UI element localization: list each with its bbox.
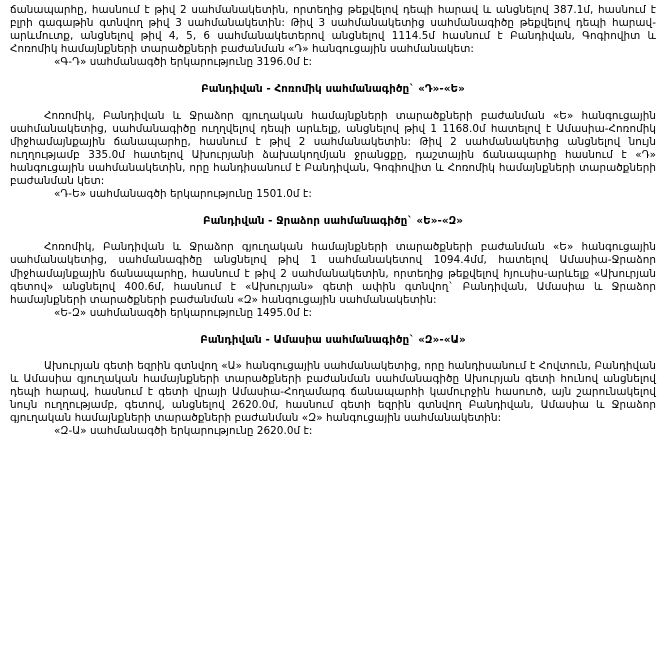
spacer: [10, 347, 656, 360]
length-line-de: «Դ-Ե» սահմանագծի երկարությունը 1501.0մ է:: [54, 188, 312, 201]
length-line-za: «Զ-Ա» սահմանագծի երկարությունը 2620.0մ է:: [54, 425, 313, 438]
paragraph-gd-continuation: ճանապարհը, հասնում է թիվ 2 սահմանակետին, որտեղից թեքվելով դեպի հարավ և անցնելով 387.1մ, հասնում է բլրի գագաթին գտնվող թիվ 3 սահմանակետին: Թիվ 3 սահմանակետից սահմանագիծը թեքվելով դեպի հարավ-արևմուտք, անցնելով թիվ 4, 5, 6 սահմանակետերով անցնելով 1114.5մ հասնում է Բանդիվան, Գոգիովիտ և Հոռոմիկ համայնքների տարածքների բաժանման «Դ» հանգուցային սահմանակետ:: [10, 4, 656, 56]
length-line-gd: «Գ-Դ» սահմանագծի երկարությունը 3196.0մ է:: [54, 56, 313, 69]
paragraph-de: Հոռոմիկ, Բանդիվան և Ջրաձոր գյուղական համայնքների տարածքների բաժանման «Ե» հանգուցային սահմանակետից, սահմանագիծը ուղղվելով դեպի արևելք, անցնելով թիվ 1 1168.0մ հատելով է Ամասիա-Հոռոմիկ միջհամայնքային ճանապարհը, հասնում է թիվ 2 սահմանակետին: Թիվ 2 սահմանակետից անցնելով նույն ուղղությամբ 335.0մ հատելով Ախուրյանի ձախակողմյան ջրանցքը, դաշտային ճանապարհը հասնում է «Դ» հանգուցային սահմանակետին, որը հանդիսանում է Բանդիվան, Գոգիովիտ և Հոռոմիկ համայնքների տարածքների բաժանման կետ:: [10, 109, 656, 188]
spacer: [10, 228, 656, 241]
heading-bandivan-jradzor: Բանդիվան - Ջրաձոր սահմանագիծը` «Ե»-«Զ»: [202, 215, 464, 228]
spacer: [10, 69, 656, 83]
heading-bandivan-amasia: Բանդիվան - Ամասիա սահմանագիծը` «Զ»-«Ա»: [200, 333, 466, 346]
paragraph-ez: Հոռոմիկ, Բանդիվան և Ջրաձոր գյուղական համայնքների տարածքների բաժանման «Ե» հանգուցային սահմանակետից, սահմանագիծը անցնելով թիվ 1 սահմանակետով 1094.4մմ, հատելով Ամասիա-Ջրաձոր միջհամայնքային ճանապարհը, հասնում է թիվ 2 սահմանակետին, որտեղից թեքվելով հյուսիս-արևելք «Ախուրյան գետով» անցնելով 400.6մ, հասնում է «Ախուրյան» գետի ափին գտնվող` Բանդիվան, Ամասիա և Ջրաձոր համայնքների տարածքների բաժանման «Զ» հանգուցային սահմանակետին:: [10, 241, 656, 306]
spacer: [10, 201, 656, 215]
spacer: [10, 97, 656, 110]
length-line-ez: «Ե-Զ» սահմանագծի երկարությունը 1495.0մ է:: [54, 306, 313, 319]
paragraph-za: Ախուրյան գետի եզրին գտնվող «Ա» հանգուցային սահմանակետից, որը հանդիսանում է Հովտուն, Բանդիվան և Ամասիա գյուղական համայնքների տարածքների բաժանման սահմանագիծը Ախուրյան գետի հունով անցնելով դեպի հարավ, հասնում է գետի վրայի Ամասիա-Հողամարգ ճանապարհի կամուրջին հասուոծ, այն շարունակելով նույն ուղղությամբ, գետով, անցնելով 2620.0մ, հասնում գետի եզրին գտնվող Բանդիվան, Ամասիա և Ջրաձոր գյուղական համայնքների տարածքների բաժանման «Զ» հանգուցային սահմանակետին:: [10, 359, 656, 425]
spacer: [10, 320, 656, 334]
heading-bandivan-horomik: Բանդիվան - Հոռոմիկ սահմանագիծը` «Դ»-«Ե»: [201, 83, 465, 96]
